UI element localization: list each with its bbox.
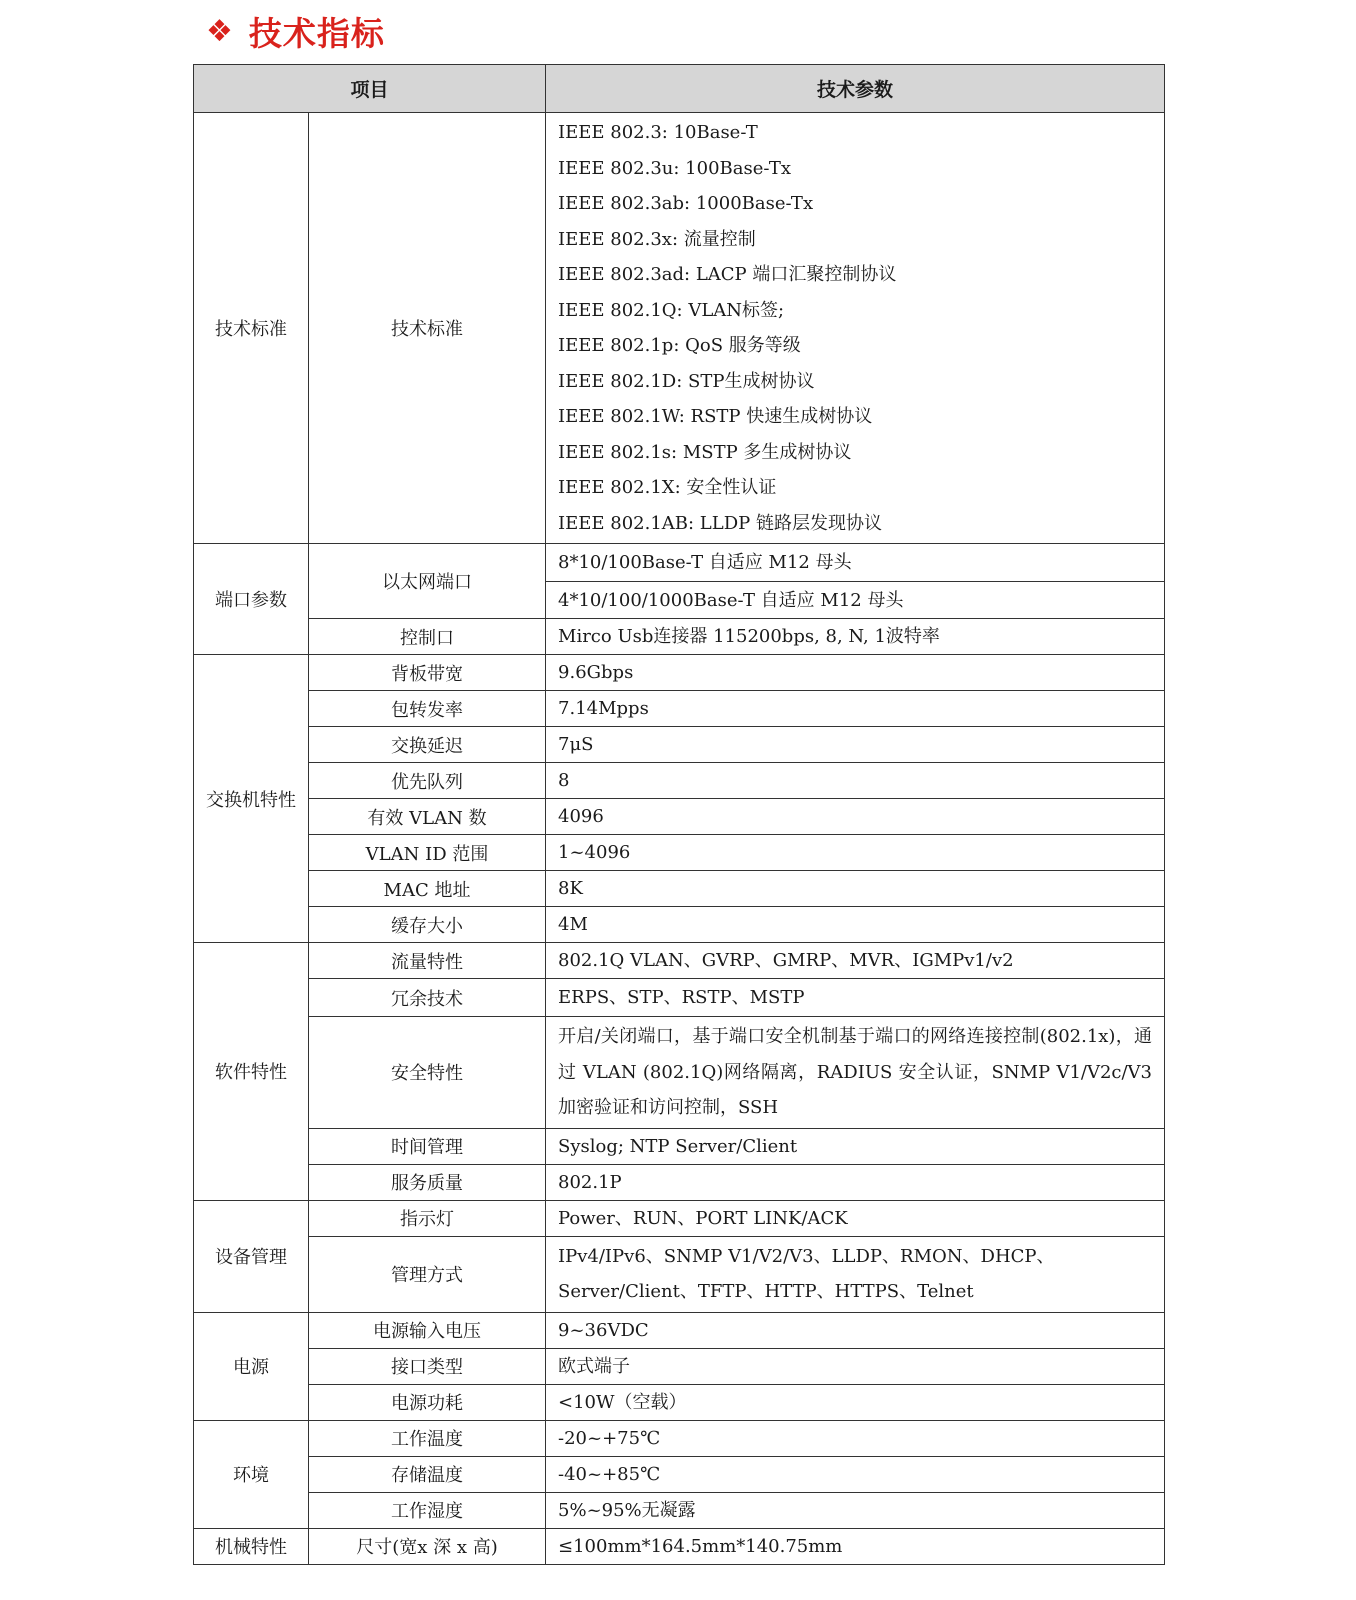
item-humidity: 工作湿度 xyxy=(309,1492,546,1528)
table-row xyxy=(194,655,1165,691)
table-row xyxy=(194,943,1165,979)
item-redundancy: 冗余技术 xyxy=(309,979,546,1017)
value-storage-temp: -40~+85℃ xyxy=(546,1456,1165,1492)
value-indicator: Power、RUN、PORT LINK/ACK xyxy=(546,1200,1165,1236)
standard-line: IEEE 802.3ab: 1000Base-Tx xyxy=(558,193,814,214)
table-row xyxy=(194,1384,1165,1420)
item-qos: 服务质量 xyxy=(309,1164,546,1200)
item-connector-type: 接口类型 xyxy=(309,1348,546,1384)
table-row xyxy=(194,619,1165,655)
item-console-port: 控制口 xyxy=(309,619,546,655)
value-qos: 802.1P xyxy=(546,1164,1165,1200)
value-ethernet-port-1: 8*10/100Base-T 自适应 M12 母头 xyxy=(546,544,1165,582)
category-tech: 技术标准 xyxy=(194,113,309,544)
item-vlan-id-range: VLAN ID 范围 xyxy=(309,835,546,871)
table-row xyxy=(194,835,1165,871)
value-tech-standards xyxy=(546,113,1165,544)
item-buffer-size: 缓存大小 xyxy=(309,907,546,943)
value-latency: 7μS xyxy=(546,727,1165,763)
spec-table xyxy=(193,64,1165,1565)
value-mac-address: 8K xyxy=(546,871,1165,907)
standard-line: IEEE 802.1AB: LLDP 链路层发现协议 xyxy=(558,512,882,534)
diamond-bullet-icon: ❖ xyxy=(206,13,233,49)
table-row xyxy=(194,979,1165,1017)
table-row xyxy=(194,799,1165,835)
value-operating-temp: -20~+75℃ xyxy=(546,1420,1165,1456)
standard-line: IEEE 802.1X: 安全性认证 xyxy=(558,477,777,498)
value-security: 开启/关闭端口，基于端口安全机制基于端口的网络连接控制(802.1x)，通过 VLAN (802.1Q)网络隔离，RADIUS 安全认证，SNMP V1/V2c/V3 加密验证和访问控制，SSH xyxy=(546,1017,1165,1129)
value-management: IPv4/IPv6、SNMP V1/V2/V3、LLDP、RMON、DHCP、Server/Client、TFTP、HTTP、HTTPS、Telnet xyxy=(546,1236,1165,1312)
item-power-consumption: 电源功耗 xyxy=(309,1384,546,1420)
value-traffic: 802.1Q VLAN、GVRP、GMRP、MVR、IGMPv1/v2 xyxy=(546,943,1165,979)
section-title: 技术指标 xyxy=(248,13,385,53)
value-buffer-size: 4M xyxy=(546,907,1165,943)
section-heading xyxy=(206,6,385,56)
value-priority-queue: 8 xyxy=(546,763,1165,799)
table-row xyxy=(194,113,1165,544)
table-row xyxy=(194,1312,1165,1348)
item-tech: 技术标准 xyxy=(309,113,546,544)
value-humidity: 5%~95%无凝露 xyxy=(546,1492,1165,1528)
table-row xyxy=(194,1236,1165,1312)
category-environment: 环境 xyxy=(194,1420,309,1528)
standard-line: IEEE 802.1Q: VLAN标签; xyxy=(558,299,785,321)
table-row xyxy=(194,1164,1165,1200)
value-dimensions: ≤100mm*164.5mm*140.75mm xyxy=(546,1528,1165,1564)
table-header-row xyxy=(194,65,1165,113)
table-row xyxy=(194,763,1165,799)
value-vlan-id-range: 1~4096 xyxy=(546,835,1165,871)
standard-line: IEEE 802.3ad: LACP 端口汇聚控制协议 xyxy=(558,264,897,285)
category-switch: 交换机特性 xyxy=(194,655,309,943)
value-connector-type: 欧式端子 xyxy=(546,1348,1165,1384)
item-operating-temp: 工作温度 xyxy=(309,1420,546,1456)
header-param: 技术参数 xyxy=(546,65,1165,113)
value-forwarding-rate: 7.14Mpps xyxy=(546,691,1165,727)
table-row xyxy=(194,1492,1165,1528)
value-ethernet-port-2: 4*10/100/1000Base-T 自适应 M12 母头 xyxy=(546,582,1165,619)
standard-line: IEEE 802.1D: STP生成树协议 xyxy=(558,370,815,392)
table-row xyxy=(194,907,1165,943)
standard-line: IEEE 802.1s: MSTP 多生成树协议 xyxy=(558,441,852,463)
value-power-consumption: <10W（空载） xyxy=(546,1384,1165,1420)
table-row xyxy=(194,691,1165,727)
table-row xyxy=(194,1456,1165,1492)
category-power: 电源 xyxy=(194,1312,309,1420)
item-indicator: 指示灯 xyxy=(309,1200,546,1236)
item-dimensions: 尺寸(宽x 深 x 高) xyxy=(309,1528,546,1564)
item-forwarding-rate: 包转发率 xyxy=(309,691,546,727)
table-row xyxy=(194,1128,1165,1164)
table-row xyxy=(194,1348,1165,1384)
table-row xyxy=(194,1200,1165,1236)
value-time-management: Syslog; NTP Server/Client xyxy=(546,1128,1165,1164)
table-row xyxy=(194,1420,1165,1456)
table-row xyxy=(194,1017,1165,1129)
table-row xyxy=(194,1528,1165,1564)
category-software: 软件特性 xyxy=(194,943,309,1201)
standard-line: IEEE 802.1p: QoS 服务等级 xyxy=(558,335,801,356)
table-row xyxy=(194,544,1165,582)
header-item: 项目 xyxy=(194,65,546,113)
item-time-management: 时间管理 xyxy=(309,1128,546,1164)
standard-line: IEEE 802.3: 10Base-T xyxy=(558,122,758,143)
category-device: 设备管理 xyxy=(194,1200,309,1312)
table-row xyxy=(194,871,1165,907)
item-priority-queue: 优先队列 xyxy=(309,763,546,799)
item-mac-address: MAC 地址 xyxy=(309,871,546,907)
item-security: 安全特性 xyxy=(309,1017,546,1129)
item-backplane: 背板带宽 xyxy=(309,655,546,691)
standard-line: IEEE 802.3x: 流量控制 xyxy=(558,228,756,250)
item-storage-temp: 存储温度 xyxy=(309,1456,546,1492)
item-latency: 交换延迟 xyxy=(309,727,546,763)
item-ethernet-port: 以太网端口 xyxy=(309,544,546,619)
value-backplane: 9.6Gbps xyxy=(546,655,1165,691)
value-vlan-count: 4096 xyxy=(546,799,1165,835)
item-management: 管理方式 xyxy=(309,1236,546,1312)
category-port: 端口参数 xyxy=(194,544,309,655)
table-row xyxy=(194,727,1165,763)
standard-line: IEEE 802.3u: 100Base-Tx xyxy=(558,157,791,179)
category-mechanical: 机械特性 xyxy=(194,1528,309,1564)
value-redundancy: ERPS、STP、RSTP、MSTP xyxy=(546,979,1165,1017)
item-traffic: 流量特性 xyxy=(309,943,546,979)
item-vlan-count: 有效 VLAN 数 xyxy=(309,799,546,835)
value-input-voltage: 9~36VDC xyxy=(546,1312,1165,1348)
item-input-voltage: 电源输入电压 xyxy=(309,1312,546,1348)
standard-line: IEEE 802.1W: RSTP 快速生成树协议 xyxy=(558,406,873,427)
value-console-port: Mirco Usb连接器 115200bps, 8, N, 1波特率 xyxy=(546,619,1165,655)
